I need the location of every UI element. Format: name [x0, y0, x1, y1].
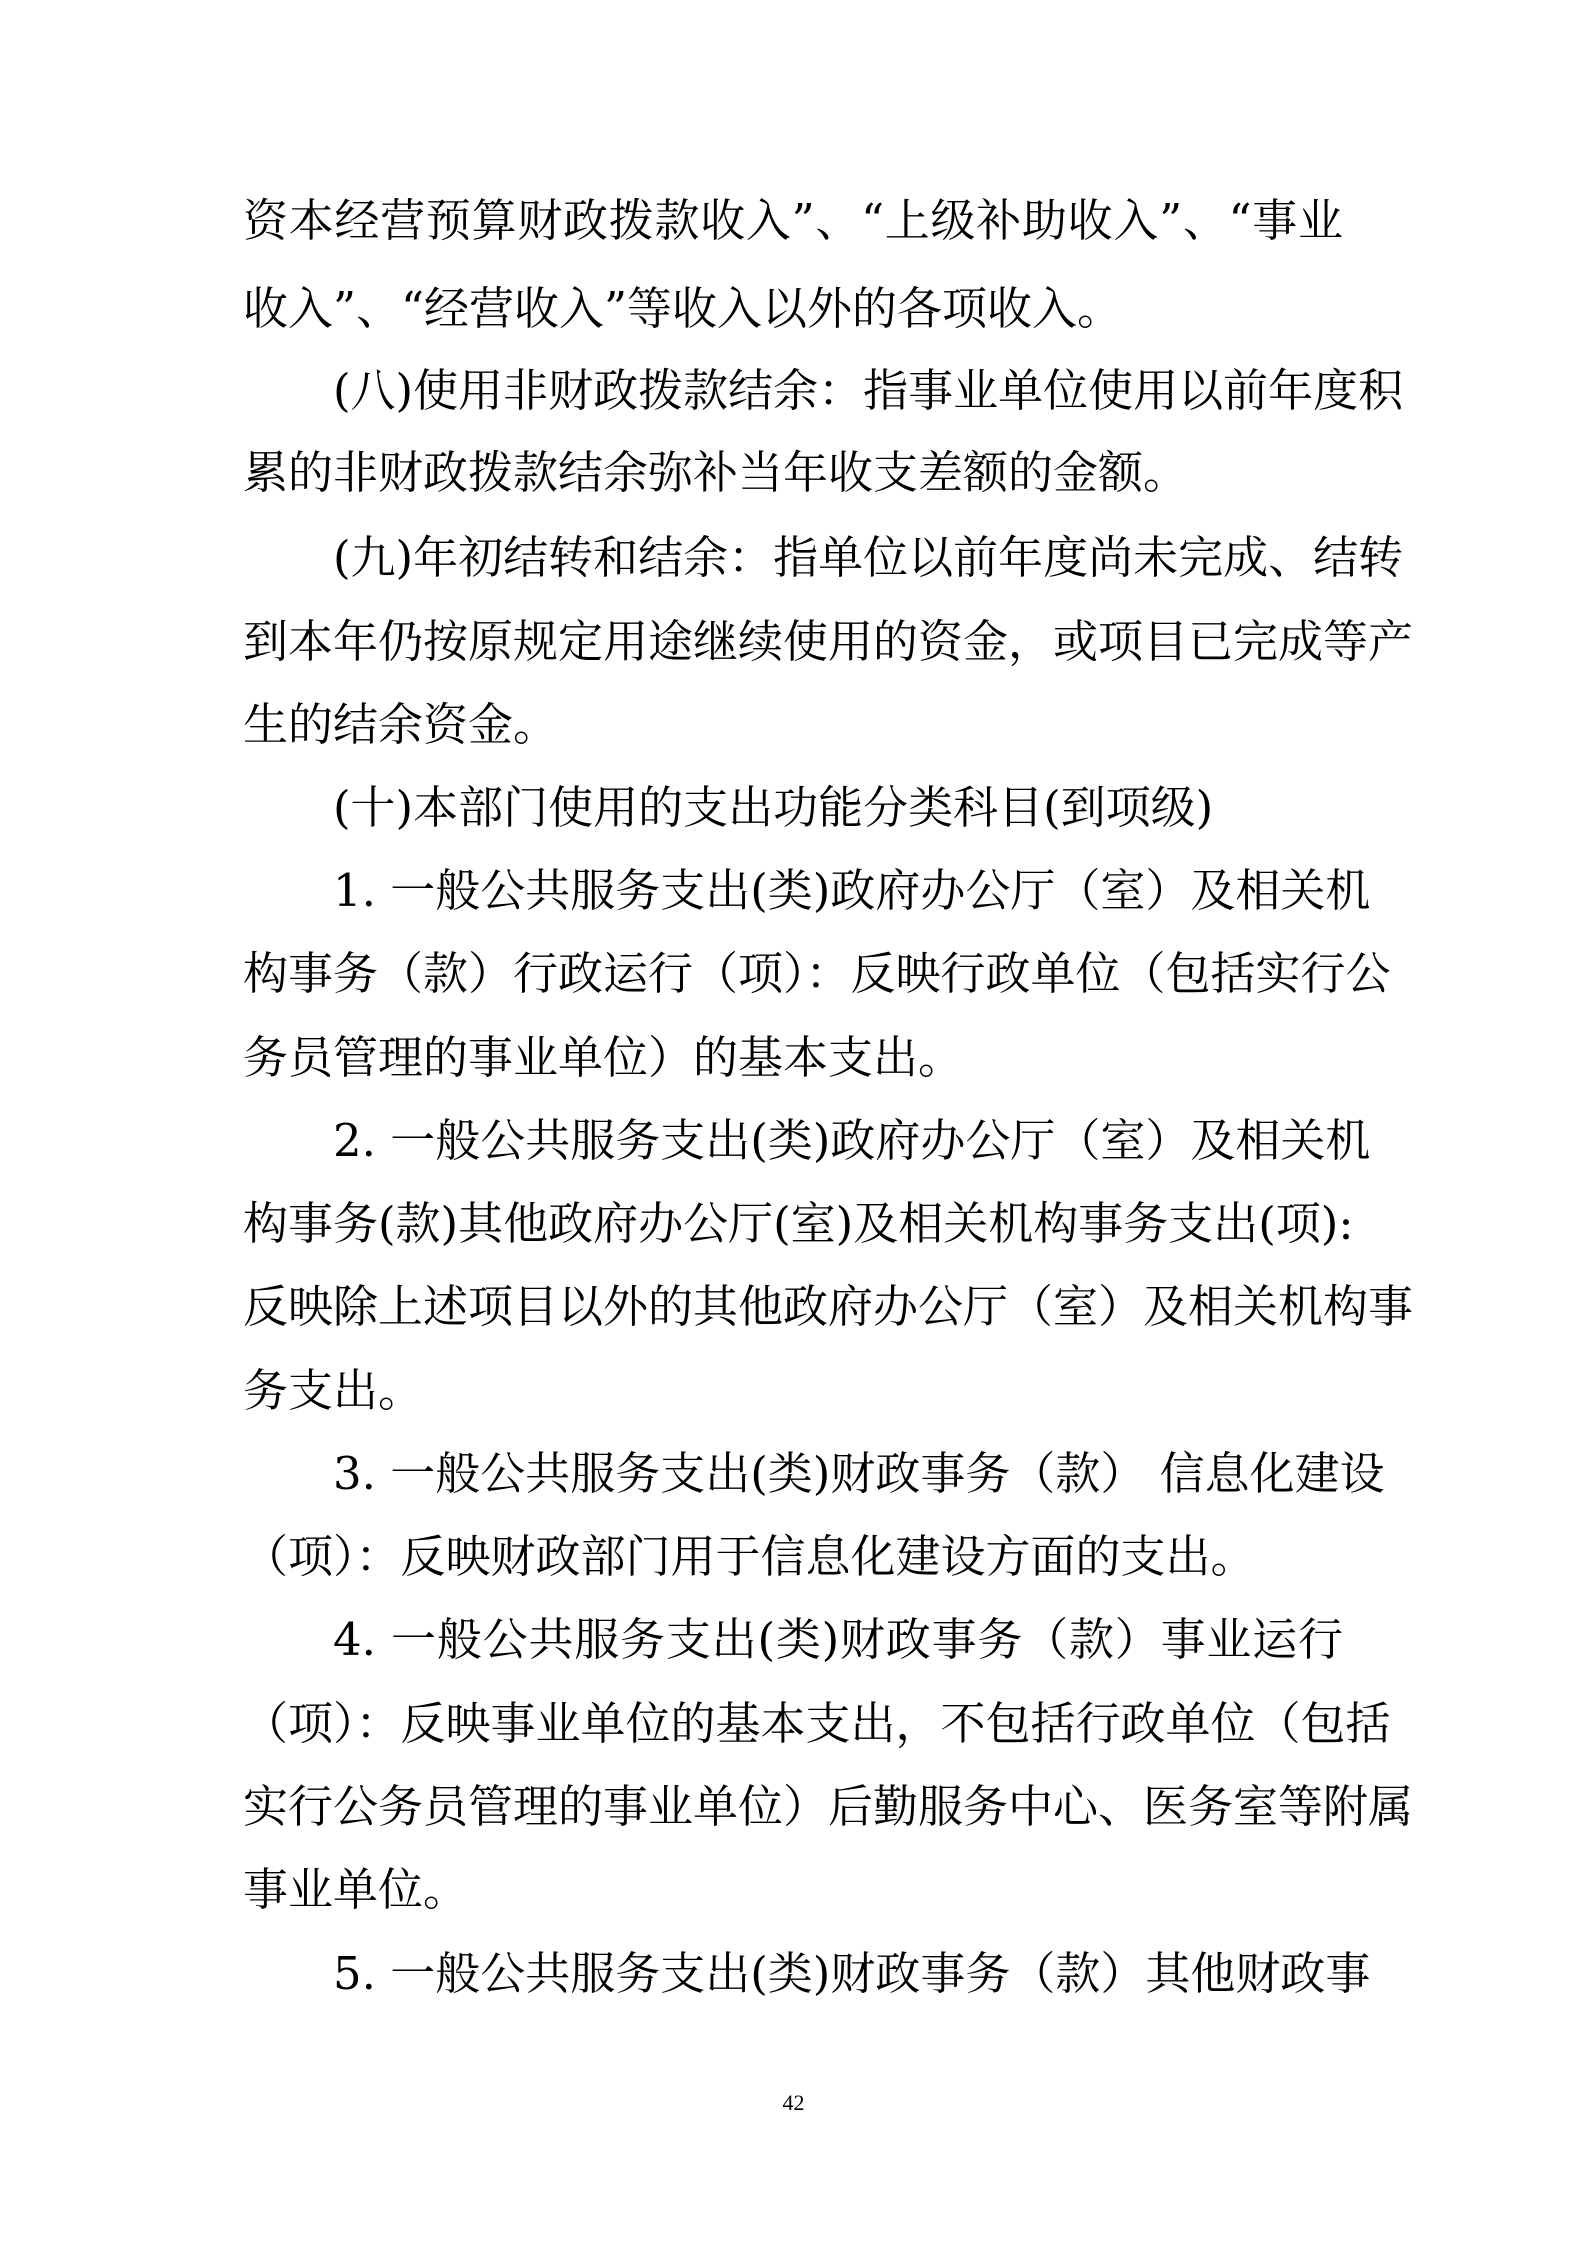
- paragraph-9-line-1: (九)年初结转和结余：指单位以前年度尚未完成、结转: [333, 531, 1404, 584]
- item-2-line-2: 构事务(款)其他政府办公厅(室)及相关机构事务支出(项):: [243, 1197, 1354, 1250]
- page-number: 42: [782, 2090, 805, 2115]
- item-1-line-3: 务员管理的事业单位）的基本支出。: [243, 1031, 964, 1084]
- item-5-line-1: 5. 一般公共服务支出(类)财政事务（款）其他财政事: [333, 1947, 1371, 2000]
- paragraph-9-line-3: 生的结余资金。: [243, 698, 559, 751]
- item-4-line-2: （项）：反映事业单位的基本支出，不包括行政单位（包括: [243, 1697, 1391, 1750]
- item-4-line-1: 4. 一般公共服务支出(类)财政事务（款）事业运行: [333, 1613, 1343, 1666]
- item-3-line-1: 3. 一般公共服务支出(类)财政事务（款） 信息化建设: [333, 1447, 1385, 1500]
- item-4-line-3: 实行公务员管理的事业单位）后勤服务中心、医务室等附属: [243, 1780, 1414, 1833]
- paragraph-8-line-2: 累的非财政拨款结余弥补当年收支差额的金额。: [243, 446, 1189, 499]
- body-line-2: 收入”、“经营收入”等收入以外的各项收入。: [243, 282, 1123, 335]
- paragraph-10-heading: (十)本部门使用的支出功能分类科目(到项级): [333, 781, 1214, 834]
- item-4-line-4: 事业单位。: [243, 1863, 469, 1916]
- item-2-line-1: 2. 一般公共服务支出(类)政府办公厅（室）及相关机: [333, 1114, 1371, 1167]
- item-1-line-2: 构事务（款）行政运行（项）：反映行政单位（包括实行公: [243, 947, 1391, 1000]
- paragraph-8-line-1: (八)使用非财政拨款结余：指事业单位使用以前年度积: [333, 364, 1404, 417]
- item-2-line-4: 务支出。: [243, 1364, 424, 1417]
- paragraph-9-line-2: 到本年仍按原规定用途继续使用的资金，或项目已完成等产: [243, 615, 1414, 668]
- item-2-line-3: 反映除上述项目以外的其他政府办公厅（室）及相关机构事: [243, 1280, 1414, 1333]
- body-line-1: 资本经营预算财政拨款收入”、“上级补助收入”、“事业: [243, 194, 1343, 247]
- item-3-line-2: （项）：反映财政部门用于信息化建设方面的支出。: [243, 1530, 1256, 1583]
- item-1-line-1: 1. 一般公共服务支出(类)政府办公厅（室）及相关机: [333, 864, 1371, 917]
